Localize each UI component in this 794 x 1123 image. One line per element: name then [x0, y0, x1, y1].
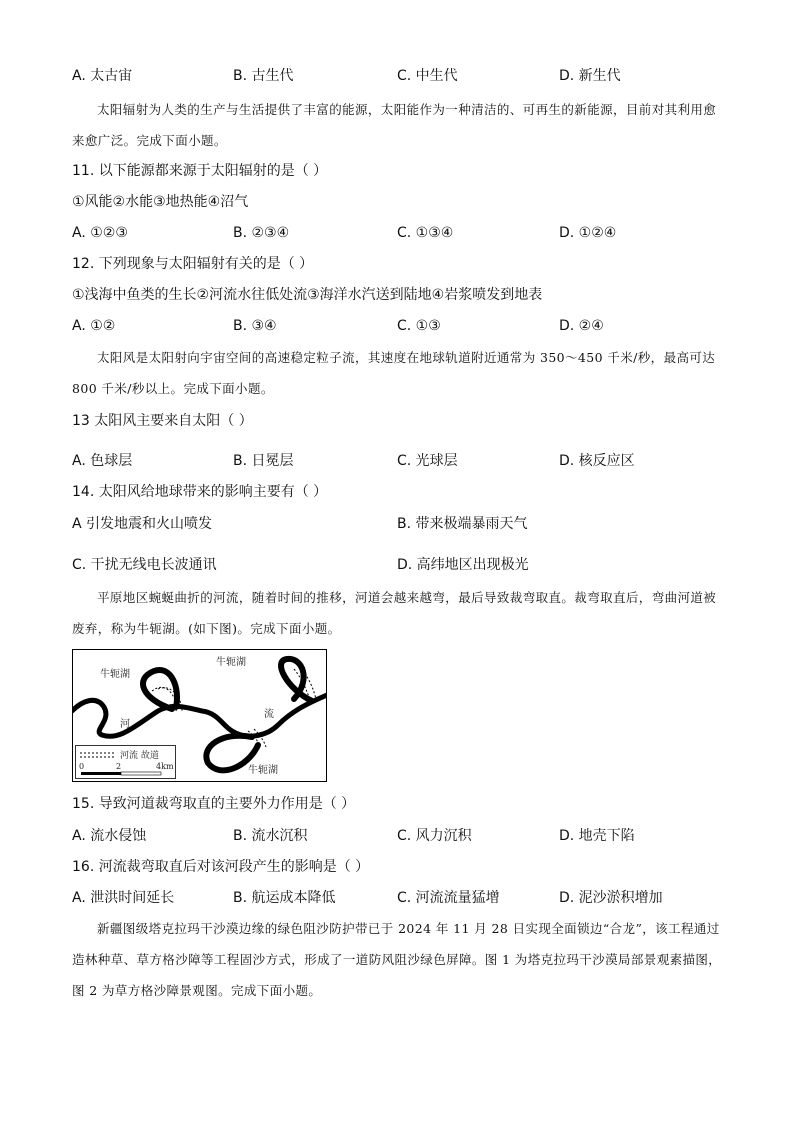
scale-tick-4km: 4km [156, 762, 174, 771]
q12-option-b: B. ③④ [233, 318, 277, 334]
q10-option-a: A. 太古宙 [72, 68, 133, 84]
q11-option-c: C. ①③④ [397, 225, 454, 241]
river-label-he: 河 [120, 719, 130, 730]
q15-option-b: B. 流水沉积 [233, 828, 308, 844]
q13-option-c: C. 光球层 [397, 453, 458, 469]
passage-oxbow-lake: 平原地区蜿蜒曲折的河流，随着时间的推移，河道会越来越弯，最后导致裁弯取直。裁弯取直后，弯曲河道被废弃，称为牛轭湖。(如下图)。完成下面小题。 [72, 590, 717, 636]
scale-bar-black [81, 772, 121, 775]
q16-option-a: A. 泄洪时间延长 [72, 890, 175, 906]
scale-tick-2: 2 [116, 762, 122, 771]
q16-option-b: B. 航运成本降低 [233, 890, 336, 906]
q11-items: ①风能②水能③地热能④沼气 [72, 194, 249, 210]
q15-stem: 15. 导致河道裁弯取直的主要外力作用是（ ） [72, 796, 356, 812]
q10-option-d: D. 新生代 [559, 68, 621, 84]
q14-option-c: C. 干扰无线电长波通讯 [72, 557, 217, 573]
q13-option-a: A. 色球层 [72, 453, 133, 469]
q15-option-d: D. 地壳下陷 [559, 828, 635, 844]
q13-option-b: B. 日冕层 [233, 453, 294, 469]
oxbow-label-3: 牛轭湖 [248, 765, 278, 776]
q11-stem: 11. 以下能源都来源于太阳辐射的是（ ） [72, 163, 328, 179]
legend-label: 河流 故道 [120, 751, 159, 761]
q15-option-c: C. 风力沉积 [397, 828, 472, 844]
q14-stem: 14. 太阳风给地球带来的影响主要有（ ） [72, 484, 328, 500]
q14-option-a: A 引发地震和火山喷发 [72, 516, 213, 532]
q10-option-c: C. 中生代 [397, 68, 458, 84]
river-label-liu: 流 [264, 709, 274, 720]
oxbow-label-2: 牛轭湖 [216, 657, 246, 668]
q13-stem: 13 太阳风主要来自太阳（ ） [72, 413, 253, 429]
q13-option-d: D. 核反应区 [559, 453, 635, 469]
q16-option-d: D. 泥沙淤积增加 [559, 890, 663, 906]
passage-solar-wind: 太阳风是太阳射向宇宙空间的高速稳定粒子流，其速度在地球轨道附近通常为 350～450 千米/秒，最高可达 800 千米/秒以上。完成下面小题。 [72, 350, 716, 396]
q12-items: ①浅海中鱼类的生长②河流水往低处流③海洋水汽送到陆地④岩浆喷发到地表 [72, 287, 543, 303]
scale-bar-white [121, 772, 161, 775]
map-svg [72, 649, 327, 782]
q12-option-d: D. ②④ [559, 318, 604, 334]
q12-option-a: A. ①② [72, 318, 116, 334]
oxbow-lake-map [72, 649, 327, 782]
scale-tick-0: 0 [79, 762, 85, 771]
q14-option-b: B. 带来极端暴雨天气 [397, 516, 528, 532]
q11-option-d: D. ①②④ [559, 225, 617, 241]
q16-option-c: C. 河流流量猛增 [397, 890, 500, 906]
q11-option-a: A. ①②③ [72, 225, 128, 241]
q10-option-b: B. 古生代 [233, 68, 294, 84]
q15-option-a: A. 流水侵蚀 [72, 828, 147, 844]
q12-stem: 12. 下列现象与太阳辐射有关的是（ ） [72, 256, 314, 272]
passage-solar-radiation: 太阳辐射为人类的生产与生活提供了丰富的能源，太阳能作为一种清洁的、可再生的新能源，目前对其利用愈来愈广泛。完成下面小题。 [72, 102, 717, 148]
q16-stem: 16. 河流裁弯取直后对该河段产生的影响是（ ） [72, 859, 370, 875]
q12-option-c: C. ①③ [397, 318, 441, 334]
oxbow-label-1: 牛轭湖 [100, 669, 130, 680]
q14-option-d: D. 高纬地区出现极光 [397, 557, 529, 573]
q11-option-b: B. ②③④ [233, 225, 290, 241]
passage-desert-barrier: 新疆图级塔克拉玛干沙漠边缘的绿色阻沙防护带已于 2024 年 11 月 28 日实现全面锁边“合龙”，该工程通过造林种草、草方格沙障等工程固沙方式，形成了一道防风阻沙绿色屏障。图 1 为塔克拉玛干沙漠局部景观素描图，图 2 为草方格沙障景观图。完成下面小题。 [72, 921, 722, 998]
